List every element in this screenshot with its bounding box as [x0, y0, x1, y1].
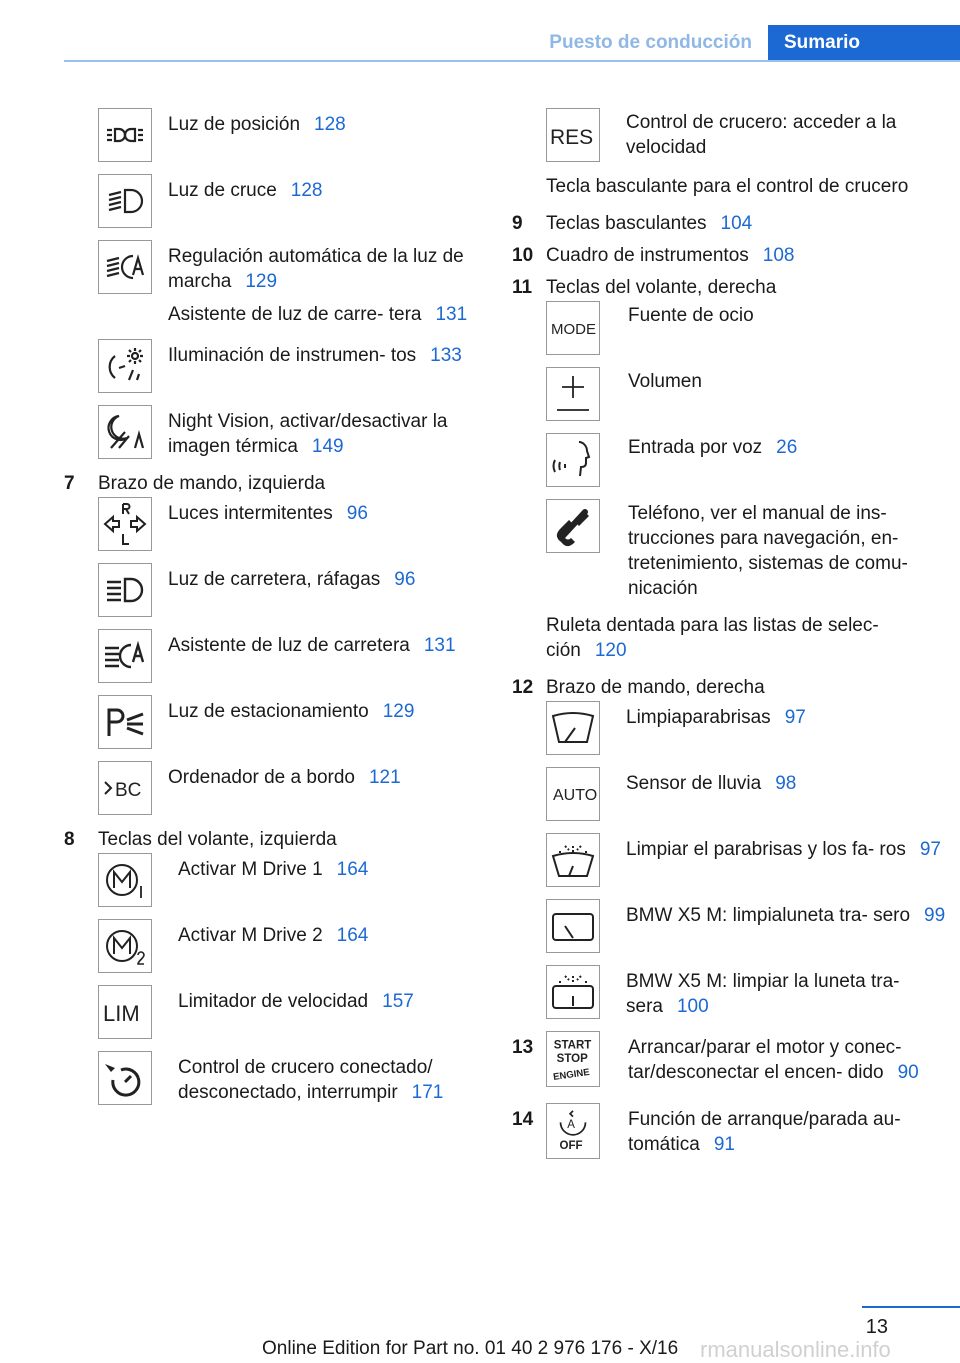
page-ref[interactable]: 131 — [423, 635, 456, 656]
wiper-icon — [546, 701, 600, 755]
position-light-icon — [98, 108, 152, 162]
high-beam-assist-icon — [98, 629, 152, 683]
left-column — [64, 108, 484, 1117]
item-12: 12 Brazo de mando, derecha Limpiaparabrisas 97 AUTO Sensor de lluvia 98 Limpiar el parabrisas y los fa- ros 97 BMW X5 M: limpialuneta tra- sero 99 BMW X5 M: limpiar la luneta tra- sera 100 — [512, 675, 952, 1019]
list-item: Limpiar el parabrisas y los fa- ros 97 — [546, 833, 952, 887]
list-item: Luz de posición 128 — [98, 108, 484, 162]
page-ref[interactable]: 157 — [382, 991, 414, 1012]
mode-icon — [546, 301, 600, 355]
svg-text:MODE: MODE — [551, 321, 596, 338]
resume-icon — [546, 108, 600, 162]
item-8: 8 Teclas del volante, izquierda Activar M Drive 1 164 Activar M Drive 2 164 LIM Limitador de velocidad 157 Control de crucero conectado/ desconectado, interrumpir 171 — [64, 827, 484, 1105]
page-ref[interactable]: 108 — [762, 245, 795, 266]
svg-text:AUTO: AUTO — [553, 787, 597, 804]
page-ref[interactable]: 129 — [245, 271, 278, 292]
page-ref[interactable]: 91 — [713, 1134, 735, 1155]
page-ref[interactable]: 120 — [594, 640, 627, 661]
onboard-computer-icon — [98, 761, 152, 815]
low-beam-icon — [98, 174, 152, 228]
night-vision-icon — [98, 405, 152, 459]
list-item: Luz de carretera, ráfagas 96 — [98, 563, 484, 617]
page-ref[interactable]: 26 — [776, 437, 798, 458]
page-header — [533, 25, 960, 61]
list-item: LIM Limitador de velocidad 157 — [98, 985, 484, 1039]
light-controls — [64, 108, 484, 459]
cruise-control-icon — [98, 1051, 152, 1105]
list-item: Volumen — [546, 367, 952, 421]
list-item: Iluminación de instrumen- tos 133 — [98, 339, 484, 393]
list-item: AUTO Sensor de lluvia 98 — [546, 767, 952, 821]
section-title[interactable]: Puesto de conducción — [533, 25, 768, 61]
page-ref[interactable]: 99 — [924, 905, 946, 926]
rain-sensor-icon — [546, 767, 600, 821]
phone-icon — [546, 499, 600, 553]
wheel-description: Ruleta dentada para las listas de selec- ción 120 — [546, 615, 879, 661]
item-11: 11 Teclas del volante, derecha MODE Fuente de ocio Volumen Entrada por voz 26 Teléfono, ver el manual de ins- trucciones para navegación, en- tretenimiento, sistemas de comu- nicación Ruleta dentada para las listas de selec- ción 120 — [512, 275, 952, 663]
list-item: Night Vision, activar/desactivar la imagen térmica 149 — [98, 405, 484, 459]
m-drive-1-icon — [98, 853, 152, 907]
turn-signal-icon — [98, 497, 152, 551]
page-ref[interactable]: 149 — [311, 436, 344, 457]
parking-light-icon — [98, 695, 152, 749]
header-divider — [64, 60, 960, 62]
start-stop-icon[interactable] — [546, 1031, 600, 1087]
page-ref[interactable]: 98 — [775, 773, 797, 794]
footer-divider — [862, 1306, 960, 1308]
page-ref[interactable]: 171 — [411, 1082, 444, 1103]
item-7: 7 Brazo de mando, izquierda Luces intermitentes 96 Luz de carretera, ráfagas 96 Asistente de luz de carretera 131 Luz de estacionamiento 129 BC Ordenador de a bordo 121 — [64, 471, 484, 815]
page-ref[interactable]: 96 — [394, 569, 416, 590]
svg-text:LIM: LIM — [103, 1001, 140, 1026]
page-ref[interactable]: 96 — [346, 503, 368, 524]
list-item: Limpiaparabrisas 97 — [546, 701, 952, 755]
page-ref[interactable]: 128 — [290, 180, 323, 201]
list-item: MODE Fuente de ocio — [546, 301, 952, 355]
page-ref[interactable]: 164 — [336, 925, 369, 946]
right-column — [512, 108, 952, 1171]
list-item: BMW X5 M: limpiar la luneta tra- sera 100 — [546, 965, 952, 1019]
svg-text:RES: RES — [550, 126, 594, 149]
rocker-description: Tecla basculante para el control de crucero — [546, 176, 909, 197]
list-item: Luz de cruce 128 — [98, 174, 484, 228]
svg-text:ENGINE: ENGINE — [552, 1066, 591, 1083]
page-ref[interactable]: 100 — [676, 996, 709, 1017]
item-14: 14 A OFF Función de arranque/parada au- tomática 91 — [512, 1103, 952, 1159]
list-item: Asistente de luz de carretera 131 — [98, 629, 484, 683]
list-item: BMW X5 M: limpialuneta tra- sero 99 — [546, 899, 952, 953]
page-ref[interactable]: 133 — [430, 345, 462, 366]
page-ref[interactable]: 97 — [784, 707, 806, 728]
page-number: 13 — [865, 1316, 888, 1338]
list-item: Regulación automática de la luz de marcha 129 Asistente de luz de carre- tera 131 — [98, 240, 484, 327]
item-13: 13 START STOP ENGINE Arrancar/parar el motor y conec- tar/desconectar el encen- dido 90 — [512, 1031, 952, 1087]
list-item: Activar M Drive 1 164 — [98, 853, 484, 907]
volume-icon — [546, 367, 600, 421]
list-item: BC Ordenador de a bordo 121 — [98, 761, 484, 815]
page-ref[interactable]: 90 — [897, 1062, 919, 1083]
voice-input-icon — [546, 433, 600, 487]
page-ref[interactable]: 121 — [368, 767, 401, 788]
auto-start-stop-icon[interactable] — [546, 1103, 600, 1159]
washer-icon — [546, 833, 600, 887]
high-beam-icon — [98, 563, 152, 617]
svg-text:STOP: STOP — [556, 1052, 588, 1065]
page-ref[interactable]: 131 — [435, 304, 468, 325]
list-item: RES Control de crucero: acceder a la velocidad — [546, 108, 952, 162]
page-ref[interactable]: 164 — [336, 859, 369, 880]
list-item: Activar M Drive 2 164 — [98, 919, 484, 973]
watermark: rmanualsonline.info — [700, 1337, 891, 1362]
page-ref[interactable]: 128 — [314, 114, 346, 135]
item-9: 9 Teclas basculantes 104 — [512, 213, 753, 234]
edition-text: Online Edition for Part no. 01 40 2 976 176 - X/16 — [262, 1338, 679, 1359]
svg-text:START: START — [553, 1039, 592, 1052]
rear-washer-icon — [546, 965, 600, 1019]
list-item: Control de crucero conectado/ desconectado, interrumpir 171 — [98, 1051, 484, 1105]
list-item: Luz de estacionamiento 129 — [98, 695, 484, 749]
page-ref[interactable]: 129 — [382, 701, 415, 722]
page-ref[interactable]: 97 — [919, 839, 941, 860]
item-10: 10 Cuadro de instrumentos 108 — [512, 245, 795, 266]
svg-text:BC: BC — [115, 780, 142, 801]
auto-headlight-icon — [98, 240, 152, 294]
list-item: Teléfono, ver el manual de ins- trucciones para navegación, en- tretenimiento, sistemas de comu- nicación — [546, 499, 952, 601]
list-item: Luces intermitentes 96 — [98, 497, 484, 551]
svg-text:A: A — [567, 1119, 575, 1132]
speed-limiter-icon — [98, 985, 152, 1039]
page-ref[interactable]: 104 — [720, 213, 753, 234]
list-item: Entrada por voz 26 — [546, 433, 952, 487]
rear-wiper-icon — [546, 899, 600, 953]
instrument-lighting-icon — [98, 339, 152, 393]
m-drive-2-icon — [98, 919, 152, 973]
tab-summary[interactable]: Sumario — [768, 25, 960, 61]
svg-text:OFF: OFF — [559, 1140, 583, 1153]
